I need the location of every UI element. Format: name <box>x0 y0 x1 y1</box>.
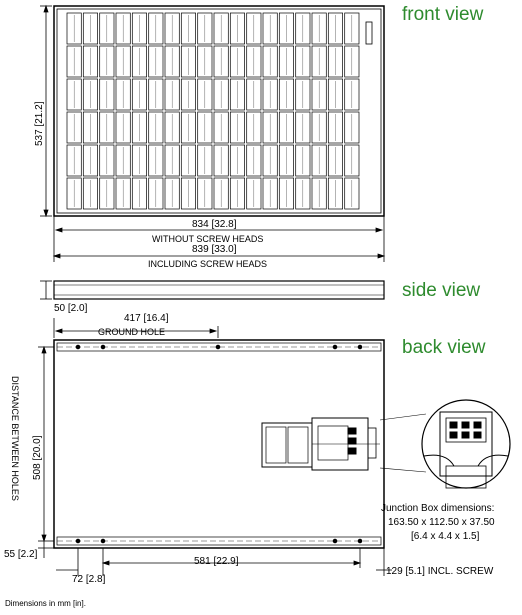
junction-box-inches: [6.4 x 4.4 x 1.5] <box>411 531 480 542</box>
hole-distance-note: DISTANCE BETWEEN HOLES <box>10 376 20 501</box>
junction-box-detail <box>380 400 510 488</box>
front-junction-mark <box>366 22 372 44</box>
front-view-panel <box>54 6 384 216</box>
width-with-screws-label: 839 [33.0] <box>192 244 237 255</box>
bottom-hole-spacing-label: 581 [22.9] <box>194 556 239 567</box>
solar-cell-grid <box>67 13 359 209</box>
front-view-label: front view <box>402 4 484 25</box>
thickness-label: 50 [2.0] <box>54 303 88 314</box>
height-dimension-label: 537 [21.2] <box>34 101 45 146</box>
side-view-panel <box>40 281 384 299</box>
width-with-screws-note: INCLUDING SCREW HEADS <box>148 259 268 269</box>
ground-hole-dimension-label: 417 [16.4] <box>124 313 169 324</box>
hole-distance-label: 508 [20.0] <box>32 435 43 480</box>
junction-box-title: Junction Box dimensions: <box>381 503 495 514</box>
bottom-hole-offset-label: 72 [2.8] <box>72 574 106 585</box>
side-view-label: side view <box>402 280 481 301</box>
junction-box-mm: 163.50 x 112.50 x 37.50 <box>388 517 495 528</box>
ground-hole-note: GROUND HOLE <box>98 327 166 337</box>
footnote: Dimensions in mm [in]. <box>5 599 86 608</box>
width-no-screws-note: WITHOUT SCREW HEADS <box>152 234 264 244</box>
edge-offset-label: 55 [2.2] <box>4 549 38 560</box>
back-view-panel <box>54 340 384 548</box>
screw-depth-label: 129 [5.1] INCL. SCREW <box>386 566 494 577</box>
back-view-label: back view <box>402 337 486 358</box>
width-no-screws-label: 834 [32.8] <box>192 219 237 230</box>
